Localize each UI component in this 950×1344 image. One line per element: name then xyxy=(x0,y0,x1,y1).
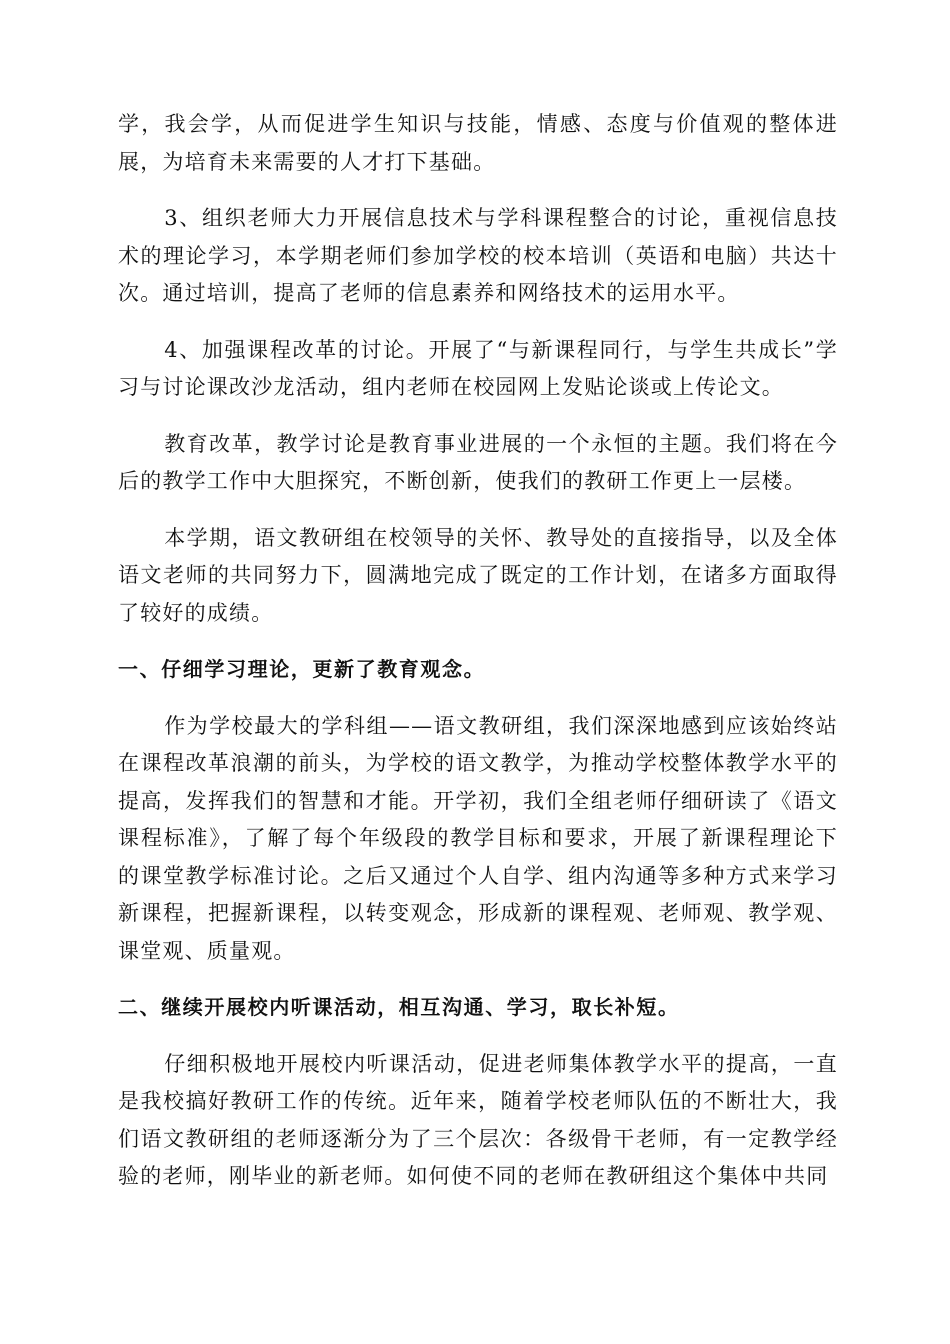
paragraph-5: 本学期，语文教研组在校领导的关怀、教导处的直接指导，以及全体语文老师的共同努力下，圆满地完成了既定的工作计划，在诸多方面取得了较好的成绩。 xyxy=(118,525,838,625)
paragraph-2: 3、组织老师大力开展信息技术与学科课程整合的讨论，重视信息技术的理论学习，本学期老师们参加学校的校本培训（英语和电脑）共达十次。通过培训，提高了老师的信息素养和网络技术的运用水平。 xyxy=(118,206,838,305)
paragraph-7: 仔细积极地开展校内听课活动，促进老师集体教学水平的提高，一直是我校搞好教研工作的传统。近年来，随着学校老师队伍的不断壮大，我们语文教研组的老师逐渐分为了三个层次：各级骨干老师，有一定教学经验的老师，刚毕业的新老师。如何使不同的老师在教研组这个集体中共同 xyxy=(118,1051,838,1188)
paragraph-1: 学，我会学，从而促进学生知识与技能，情感、态度与价值观的整体进展，为培育未来需要的人才打下基础。 xyxy=(118,112,838,174)
section-heading-2: 二、继续开展校内听课活动，相互沟通、学习，取长补短。 xyxy=(118,995,680,1019)
document-page xyxy=(118,106,838,1215)
section-heading-1: 一、仔细学习理论，更新了教育观念。 xyxy=(118,657,486,681)
paragraph-6: 作为学校最大的学科组——语文教研组，我们深深地感到应该始终站在课程改革浪潮的前头，为学校的语文教学，为推动学校整体教学水平的提高，发挥我们的智慧和才能。开学初，我们全组老师仔细研读了《语文课程标准》，了解了每个年级段的教学目标和要求，开展了新课程理论下的课堂教学标准讨论。之后又通过个人自学、组内沟通等多种方式来学习新课程，把握新课程，以转变观念，形成新的课程观、老师观、教学观、课堂观、质量观。 xyxy=(118,713,838,963)
paragraph-4: 教育改革，教学讨论是教育事业进展的一个永恒的主题。我们将在今后的教学工作中大胆探究，不断创新，使我们的教研工作更上一层楼。 xyxy=(118,431,838,493)
paragraph-3: 4、加强课程改革的讨论。开展了“与新课程同行，与学生共成长”学习与讨论课改沙龙活动，组内老师在校园网上发贴论谈或上传论文。 xyxy=(118,337,838,399)
